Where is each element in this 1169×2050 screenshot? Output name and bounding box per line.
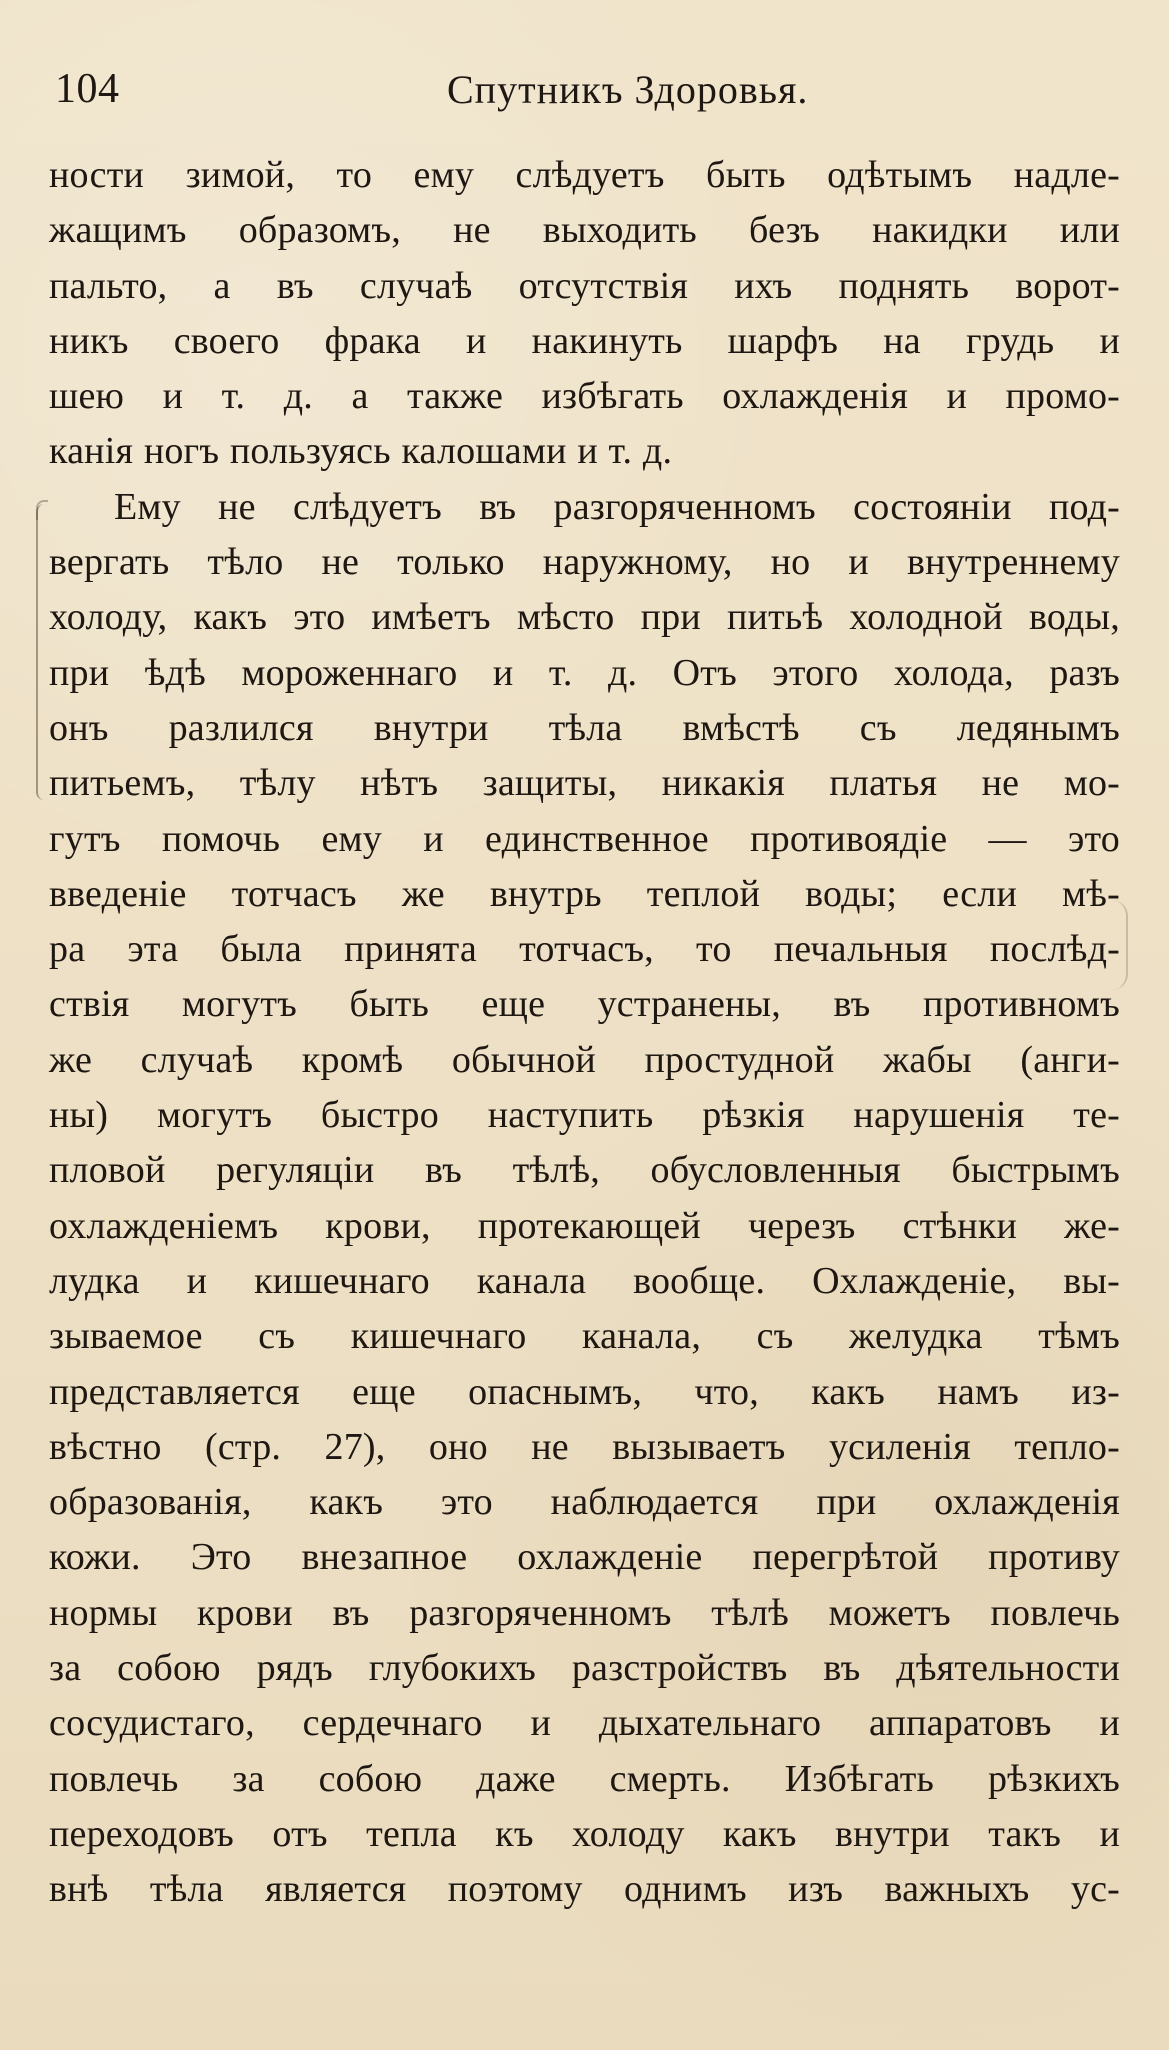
page-number: 104 bbox=[55, 66, 120, 112]
text-line-25: образованія, какъ это наблюдается при охлажденія bbox=[49, 1481, 1120, 1524]
running-title: Спутникъ Здоровья. bbox=[447, 67, 809, 112]
text-line-28: за собою рядъ глубокихъ разстройствъ въ дѣятельности bbox=[49, 1647, 1120, 1690]
text-line-15: ра эта была принята тотчасъ, то печальныя послѣд- bbox=[49, 928, 1120, 971]
text-line-18: ны) могутъ быстро наступить рѣзкія нарушенія те- bbox=[49, 1094, 1120, 1137]
text-line-8: вергать тѣло не только наружному, но и внутреннему bbox=[49, 541, 1120, 584]
text-line-5: шею и т. д. а также избѣгать охлажденія и промо- bbox=[49, 375, 1120, 418]
text-line-21: лудка и кишечнаго канала вообще. Охлажденіе, вы- bbox=[49, 1259, 1120, 1302]
text-line-3: пальто, а въ случаѣ отсутствія ихъ поднять ворот- bbox=[49, 264, 1120, 307]
text-line-7: Ему не слѣдуетъ въ разгоряченномъ состояніи под- bbox=[114, 485, 1120, 528]
text-line-9: холоду, какъ это имѣетъ мѣсто при питьѣ холодной воды, bbox=[49, 596, 1120, 639]
text-line-27: нормы крови въ разгоряченномъ тѣлѣ можетъ повлечь bbox=[49, 1591, 1120, 1634]
text-line-10: при ѣдѣ мороженнаго и т. д. Отъ этого холода, разъ bbox=[49, 651, 1120, 694]
text-line-23: представляется еще опаснымъ, что, какъ намъ из- bbox=[49, 1370, 1120, 1413]
text-line-6: канія ногъ пользуясь калошами и т. д. bbox=[49, 430, 673, 473]
text-line-20: охлажденіемъ крови, протекающей черезъ стѣнки же- bbox=[49, 1204, 1120, 1247]
text-line-14: введеніе тотчасъ же внутрь теплой воды; если мѣ- bbox=[49, 872, 1120, 915]
text-line-11: онъ разлился внутри тѣла вмѣстѣ съ ледянымъ bbox=[49, 706, 1120, 749]
text-line-12: питьемъ, тѣлу нѣтъ защиты, никакія платья не мо- bbox=[49, 762, 1120, 805]
body-text bbox=[49, 148, 1120, 1918]
text-line-13: гутъ помочь ему и единственное противоядіе — это bbox=[49, 817, 1120, 860]
text-line-2: жащимъ образомъ, не выходить безъ накидки или bbox=[49, 209, 1120, 252]
pencil-margin-mark bbox=[36, 504, 48, 800]
text-line-32: внѣ тѣла является поэтому однимъ изъ важныхъ ус- bbox=[49, 1868, 1120, 1911]
text-line-31: переходовъ отъ тепла къ холоду какъ внутри такъ и bbox=[49, 1812, 1120, 1855]
text-line-26: кожи. Это внезапное охлажденіе перегрѣтой противу bbox=[49, 1536, 1120, 1579]
text-line-17: же случаѣ кромѣ обычной простудной жабы (анги- bbox=[49, 1038, 1120, 1081]
text-line-19: пловой регуляціи въ тѣлѣ, обусловленныя быстрымъ bbox=[49, 1149, 1120, 1192]
text-line-29: сосудистаго, сердечнаго и дыхательнаго аппаратовъ и bbox=[49, 1702, 1120, 1745]
text-line-24: вѣстно (стр. 27), оно не вызываетъ усиленія тепло- bbox=[49, 1425, 1120, 1468]
page-header bbox=[55, 68, 1114, 124]
text-line-1: ности зимой, то ему слѣдуетъ быть одѣтымъ надле- bbox=[49, 154, 1120, 196]
text-line-22: зываемое съ кишечнаго канала, съ желудка тѣмъ bbox=[49, 1315, 1120, 1358]
text-line-4: никъ своего фрака и накинуть шарфъ на грудь и bbox=[49, 319, 1120, 362]
text-line-30: повлечь за собою даже смерть. Избѣгать рѣзкихъ bbox=[49, 1757, 1120, 1800]
text-line-16: ствія могутъ быть еще устранены, въ противномъ bbox=[49, 983, 1120, 1026]
